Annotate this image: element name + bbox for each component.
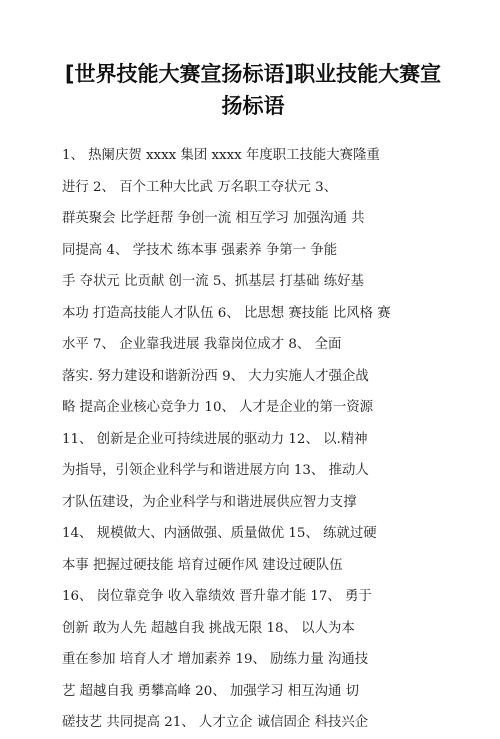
- body-line: 14、 规模做大、内涵做强、质量做优 15、 练就过硬: [62, 526, 377, 541]
- body-line: 艺 超越自我 勇攀高峰 20、 加强学习 相互沟通 切: [62, 683, 359, 699]
- body-line: 11、 创新是企业可持续进展的驱动力 12、 以.精神: [62, 431, 368, 447]
- document-title: [62, 0, 444, 122]
- body-line: 进行 2、 百个工种大比武 万名职工夺状元 3、: [62, 179, 338, 195]
- body-line: 创新 敢为人先 超越自我 挑战无限 18、 以人为本: [62, 620, 355, 636]
- body-line: 同提高 4、 学技术 练本事 强素养 争第一 争能: [62, 242, 338, 258]
- body-line: 落实. 努力建设和谐新汾西 9、 大力实施人才强企战: [62, 368, 369, 384]
- body-line: 1、 热阑庆贺 xxxx 集团 xxxx 年度职工技能大赛隆重: [62, 148, 380, 163]
- document-body: [62, 140, 444, 739]
- body-line: 为指导，引领企业科学与和谐进展方向 13、 推动人: [62, 463, 369, 478]
- body-line: 群英聚会 比学赶帮 争创一流 相互学习 加强沟通 共: [62, 211, 365, 226]
- body-line: 本事 把握过硬技能 培育过硬作风 建设过硬队伍: [62, 557, 343, 573]
- body-line: 水平 7、 企业靠我进展 我靠岗位成才 8、 全面: [62, 337, 342, 352]
- body-line: 略 提高企业核心竞争力 10、 人才是企业的第一资源: [62, 400, 374, 415]
- body-line: 16、 岗位靠竞争 收入靠绩效 晋升靠才能 17、 勇于: [62, 589, 372, 604]
- body-line: 手 夺状元 比贡献 创一流 5、抓基层 打基础 练好基: [62, 274, 364, 289]
- body-line: 本功 打造高技能人才队伍 6、 比思想 赛技能 比风格 赛: [62, 305, 391, 321]
- title-line-2: 扬标语: [221, 94, 285, 118]
- title-line-1: [世界技能大赛宣扬标语]职业技能大赛宣: [64, 62, 442, 86]
- body-line: 磋技艺 共同提高 21、 人才立企 诚信固企 科技兴企: [62, 715, 369, 730]
- body-line: 才队伍建设，为企业科学与和谐进展供应智力支撑: [62, 494, 357, 510]
- body-line: 重在参加 培育人才 增加素养 19、 励练力量 沟通技: [62, 652, 369, 667]
